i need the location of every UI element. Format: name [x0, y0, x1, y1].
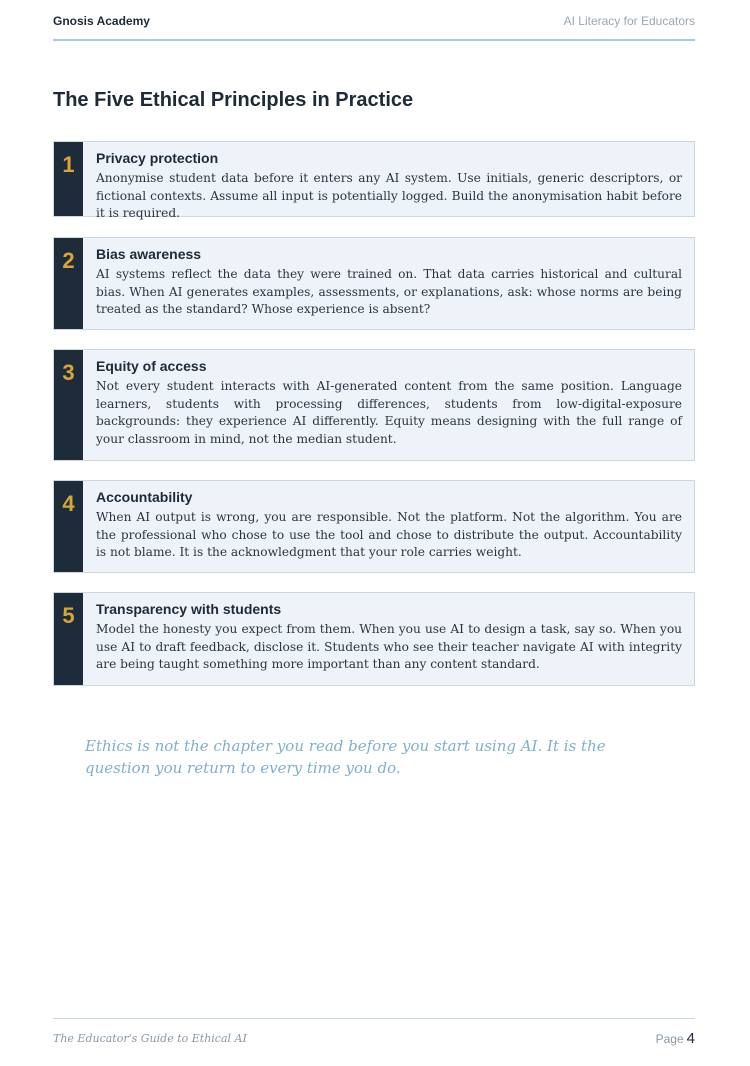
principle-title: Privacy protection	[96, 150, 219, 166]
header-subtitle: AI Literacy for Educators	[563, 14, 695, 28]
principle-text: AI systems reflect the data they were trained on. That data carries historical and cultural bias. When AI generates examples, assessments, or explanations, ask: whose norms are being treated as the standard? Whose experience is absent?	[96, 267, 682, 316]
footer-title: The Educator's Guide to Ethical AI	[53, 1032, 247, 1045]
page-header	[53, 14, 695, 41]
principle-number: 3	[54, 350, 83, 460]
principle-card-1	[53, 141, 695, 220]
page-title: The Five Ethical Principles in Practice	[53, 89, 414, 111]
principle-card-3	[53, 349, 695, 461]
principle-title: Bias awareness	[96, 246, 202, 262]
page-indicator	[656, 1030, 695, 1047]
page-footer	[53, 1018, 695, 1047]
principle-text: When AI output is wrong, you are responsible. Not the platform. Not the algorithm. You are the professional who chose to use the tool and chose to distribute the output. Accountability is not blame. It is the acknowledgment that your role carries weight.	[96, 510, 682, 559]
principle-number: 5	[54, 593, 83, 685]
page-number: 4	[686, 1030, 695, 1047]
principle-number: 2	[54, 238, 83, 329]
principle-number: 4	[54, 481, 83, 572]
principle-card-2	[53, 237, 695, 330]
brand-name: Gnosis Academy	[53, 14, 150, 28]
principle-card-4	[53, 480, 695, 573]
principle-text: Not every student interacts with AI-generated content from the same position. Language learners, students with processing differences, students from low-digital-exposure backgrounds: they experience AI differently. Equity means designing with the full range of your classroom in mind, not the median student.	[96, 379, 682, 446]
principle-title: Accountability	[96, 489, 193, 505]
page-label: Page	[655, 1032, 684, 1046]
principle-title: Transparency with students	[96, 601, 282, 617]
closing-quote: Ethics is not the chapter you read before you start using AI. It is the question you return to every time you do.	[85, 737, 606, 777]
principle-number: 1	[54, 142, 83, 216]
principle-card-5	[53, 592, 695, 686]
principle-text: Model the honesty you expect from them. When you use AI to design a task, say so. When you use AI to draft feedback, disclose it. Students who see their teacher navigate AI with integrity are being taught something more important than any content standard.	[96, 622, 682, 671]
principle-text: Anonymise student data before it enters any AI system. Use initials, generic descriptors, or fictional contexts. Assume all input is potentially logged. Build the anonymisation habit before it is required.	[96, 171, 682, 220]
principle-title: Equity of access	[96, 358, 207, 374]
